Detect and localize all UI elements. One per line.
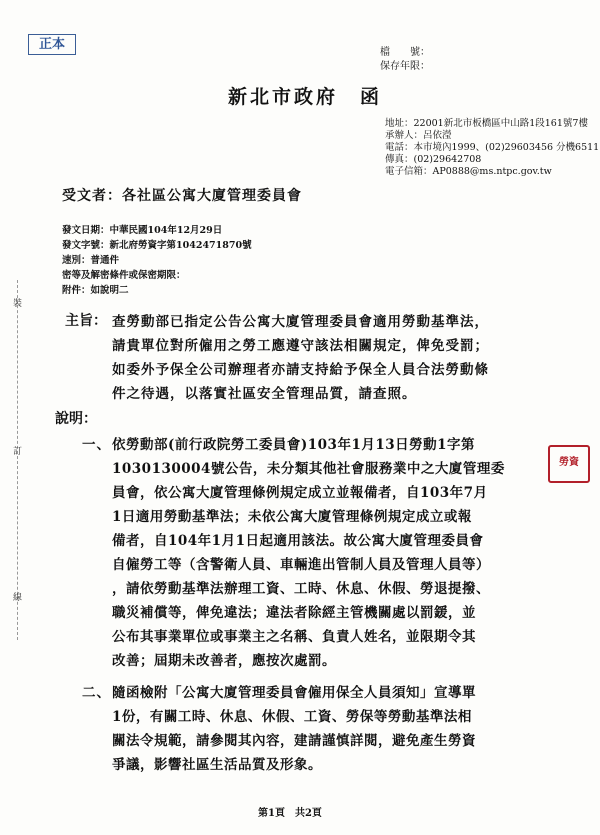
binding-line <box>17 280 18 640</box>
item-line: 隨函檢附「公寓大廈管理委員會僱用保全人員須知」宣導單 <box>112 685 476 701</box>
gist-label: 主旨： <box>65 313 107 329</box>
urgency: 速別：普通件 <box>62 255 120 266</box>
item-line: 職災補償等，俾免違法；違法者除經主管機關處以罰鍰，並 <box>112 605 476 621</box>
item-line: 1份，有關工時、休息、休假、工資、勞保等勞動基準法相 <box>112 709 472 725</box>
item-line: ，請依勞動基準法辦理工資、工時、休息、休假、勞退提撥、 <box>112 581 490 597</box>
item-line: 爭議，影響社區生活品質及形象。 <box>112 757 322 773</box>
item-line: 關法令規範，請參閱其內容，建請謹慎詳閱，避免產生勞資 <box>112 733 476 749</box>
retention-period-label: 保存年限： <box>380 61 430 72</box>
item-line: 備者，自104年1月1日起適用該法。故公寓大廈管理委員會 <box>112 533 484 549</box>
item-line: 依勞動部(前行政院勞工委員會)103年1月13日勞動1字第 <box>112 437 476 453</box>
department-seal: 勞資 <box>548 445 590 483</box>
document-title: 新北市政府 函 <box>228 86 383 108</box>
item-label: 一、 <box>82 437 111 453</box>
contact-email: 電子信箱：AP0888@ms.ntpc.gov.tw <box>385 166 552 177</box>
binding-mark: 訂 <box>13 447 23 457</box>
original-copy-stamp: 正本 <box>28 34 76 55</box>
gist-line: 件之待遇，以落實社區安全管理品質，請查照。 <box>112 386 417 402</box>
item-line: 1030130004號公告，未分類其他社會服務業中之大廈管理委 <box>112 461 505 477</box>
item-line: 自僱勞工等（含警衛人員、車輛進出管制人員及管理人員等） <box>112 557 490 573</box>
item-line: 1日適用勞動基準法；未依公寓大廈管理條例規定成立或報 <box>112 509 472 525</box>
gist-line: 請貴單位對所僱用之勞工應遵守該法相關規定，俾免受罰； <box>112 338 489 354</box>
contact-person: 承辦人：呂依瀅 <box>385 130 452 141</box>
page-footer: 第1頁 共2頁 <box>258 808 322 819</box>
attachment: 附件：如說明二 <box>62 285 129 296</box>
binding-mark: 線 <box>13 593 23 603</box>
confidentiality: 密等及解密條件或保密期限： <box>62 270 186 281</box>
recipient: 受文者：各社區公寓大廈管理委員會 <box>62 188 302 204</box>
issue-date: 發文日期：中華民國104年12月29日 <box>62 225 223 236</box>
item-label: 二、 <box>82 685 111 701</box>
contact-address: 地址：22001新北市板橋區中山路1段161號7樓 <box>385 118 588 129</box>
gist-line: 如委外予保全公司辦理者亦請支持給予保全人員合法勞動條 <box>112 362 489 378</box>
binding-mark: 裝 <box>13 299 23 309</box>
document-number: 發文字號：新北府勞資字第1042471870號 <box>62 240 252 251</box>
item-line: 改善；屆期未改善者，應按次處罰。 <box>112 653 336 669</box>
explanation-label: 說明： <box>55 411 97 427</box>
file-number-label: 檔 號： <box>380 47 430 58</box>
item-line: 員會，依公寓大廈管理條例規定成立並報備者，自103年7月 <box>112 485 488 501</box>
item-line: 公布其事業單位或事業主之名稱、負責人姓名，並限期令其 <box>112 629 476 645</box>
contact-phone: 電話：本市境內1999、(02)29603456 分機6511 <box>385 142 600 153</box>
gist-line: 查勞動部已指定公告公寓大廈管理委員會適用勞動基準法， <box>112 314 489 330</box>
contact-fax: 傳真：(02)29642708 <box>385 154 482 165</box>
